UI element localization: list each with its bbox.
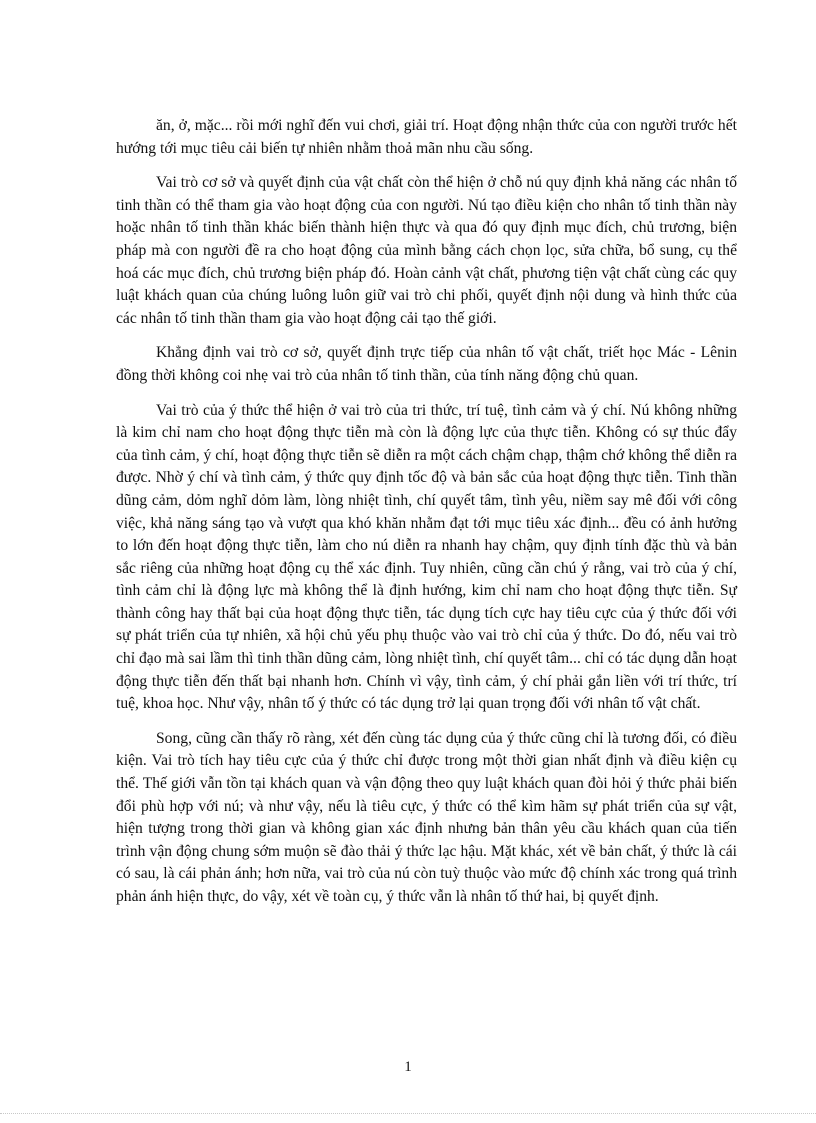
paragraph-4: Vai trò của ý thức thể hiện ở vai trò của tri thức, trí tuệ, tình cảm và ý chí. Nú không những là kim chỉ nam cho hoạt động thực tiễn mà còn là động lực của thực tiễn. Không có sự thúc đẩy của tình cảm, ý chí, hoạt động thực tiễn sẽ diễn ra một cách chậm chạp, thậm chớ không thể diễn ra được. Nhờ ý chí và tình cảm, ý thức quy định tốc độ và bản sắc của hoạt động thực tiễn. Tinh thần dũng cảm, dỏm nghĩ dỏm làm, lòng nhiệt tình, chí quyết tâm, tình yêu, niềm say mê đối với công việc, khả năng sáng tạo và vượt qua khó khăn nhằm đạt tới mục tiêu xác định... đều có ảnh hưởng to lớn đến hoạt động thực tiễn, làm cho nú diễn ra nhanh hay chậm, quy định tính đặc thù và bản sắc riêng của những hoạt động cụ thể xác định. Tuy nhiên, cũng cần chú ý rằng, vai trò của ý chí, tình cảm chỉ là động lực mà không thể là định hướng, kim chỉ nam cho hoạt động thực tiễn. Sự thành công hay thất bại của hoạt động thực tiễn, tác dụng tích cực hay tiêu cực của ý thức đối với sự phát triển của tự nhiên, xã hội chủ yếu phụ thuộc vào vai trò chỉ của ý thức. Do đó, nếu vai trò chỉ đạo mà sai lầm thì tinh thần dũng cảm, lòng nhiệt tình, chí quyết tâm... chỉ có tác dụng dẫn hoạt động thực tiễn đến thất bại nhanh hơn. Chính vì vậy, tình cảm, ý chí phải gắn liền với trí thức, trí tuệ, khoa học. Như vậy, nhân tố ý thức có tác dụng trở lại quan trọng đối với nhân tố vật chất.: [116, 401, 737, 713]
page-number: 1: [404, 1059, 412, 1075]
page-bottom-divider: [0, 1113, 816, 1114]
paragraph-1: ăn, ở, mặc... rồi mới nghĩ đến vui chơi, giải trí. Hoạt động nhận thức của con người trước hết hướng tới mục tiêu cải biến tự nhiên nhằm thoả mãn nhu cầu sống.: [116, 117, 737, 157]
paragraph-3: Khẳng định vai trò cơ sở, quyết định trực tiếp của nhân tố vật chất, triết học Mác - Lênin đồng thời không coi nhẹ vai trò của nhân tố tinh thần, của tính năng động chủ quan.: [116, 344, 737, 384]
paragraph-5: Song, cũng cần thấy rõ ràng, xét đến cùng tác dụng của ý thức cũng chỉ là tương đối, có điều kiện. Vai trò tích hay tiêu cực của ý thức chỉ được trong một thời gian nhất định và điều kiện cụ thể. Thế giới vẫn tồn tại khách quan và vận động theo quy luật khách quan đòi hỏi ý thức phải biến đổi phù hợp với nú; và như vậy, nếu là tiêu cực, ý thức có thể kìm hãm sự phát triển của sự vật, hiện tượng trong thời gian và không gian xác định nhưng bản thân yêu cầu khách quan của tiến trình vận động chung sớm muộn sẽ đào thải ý thức lạc hậu. Mặt khác, xét về bản chất, ý thức là cái có sau, là cái phản ánh; hơn nữa, vai trò của nú còn tuỳ thuộc vào mức độ chính xác trong quá trình phản ánh hiện thực, do vậy, xét về toàn cụ, ý thức vẫn là nhân tố thứ hai, bị quyết định.: [116, 729, 737, 905]
body-text: [116, 115, 737, 921]
paragraph-2: Vai trò cơ sở và quyết định của vật chất còn thể hiện ở chỗ nú quy định khả năng các nhân tố tinh thần có thể tham gia vào hoạt động của con người. Nú tạo điều kiện cho nhân tố tinh thần này hoặc nhân tố tinh thần khác biến thành hiện thực và qua đó quy định mục đích, chủ trương, biện pháp mà con người đề ra cho hoạt động của mình bằng cách chọn lọc, sửa chữa, bổ sung, cụ thể hoá các mục đích, chủ trương biện pháp đó. Hoàn cảnh vật chất, phương tiện vật chất cùng các quy luật khách quan của chúng luông luôn giữ vai trò chi phối, quyết định nội dung và hình thức của các nhân tố tinh thần tham gia vào hoạt động cải tạo thế giới.: [116, 174, 737, 327]
